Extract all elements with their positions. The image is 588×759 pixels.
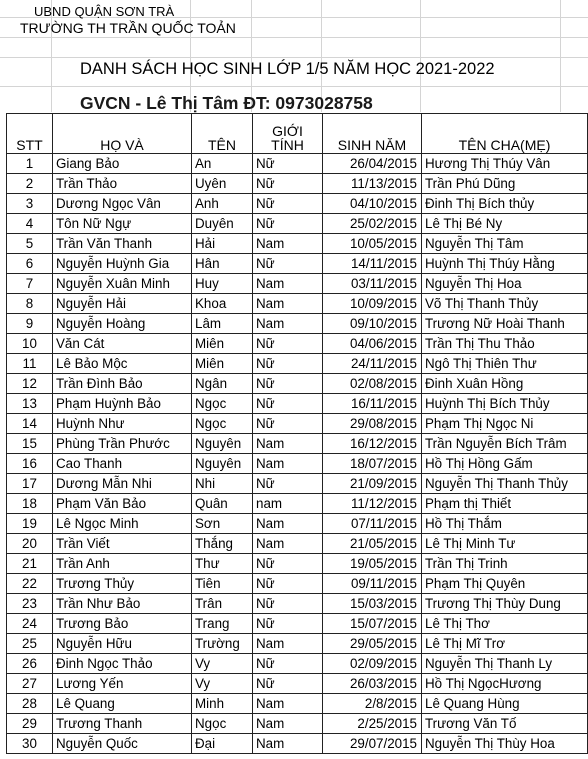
gioi-tinh-cell: Nữ <box>253 654 323 674</box>
ten-cha-me-cell: Ngô Thị Thiên Thư <box>422 354 588 374</box>
ten-cha-me-cell: Hồ Thị Hồng Gấm <box>422 454 588 474</box>
stt-cell: 9 <box>7 314 53 334</box>
gioi-tinh-cell: Nam <box>253 274 323 294</box>
ten-cha-me-cell: Phạm Thị Quyên <box>422 574 588 594</box>
stt-cell: 2 <box>7 174 53 194</box>
gridline <box>0 37 588 38</box>
student-table <box>6 113 588 754</box>
col-header-ten: TÊN <box>192 114 253 154</box>
gioi-tinh-cell: Nữ <box>253 354 323 374</box>
ho-va-cell: Lê Bảo Mộc <box>53 354 192 374</box>
gridline <box>560 0 561 112</box>
table-row <box>7 614 588 634</box>
table-row <box>7 574 588 594</box>
table-row <box>7 474 588 494</box>
gioi-tinh-cell: Nam <box>253 294 323 314</box>
ten-cha-me-cell: Trương Thị Thùy Dung <box>422 594 588 614</box>
table-row <box>7 374 588 394</box>
gioi-tinh-cell: Nữ <box>253 674 323 694</box>
gioi-tinh-cell: Nữ <box>253 154 323 174</box>
stt-cell: 22 <box>7 574 53 594</box>
ho-va-cell: Nguyễn Huỳnh Gia <box>53 254 192 274</box>
ten-cha-me-cell: Trương Nữ Hoài Thanh <box>422 314 588 334</box>
gioi-tinh-cell: Nam <box>253 514 323 534</box>
ten-cha-me-cell: Đinh Thị Bích thủy <box>422 194 588 214</box>
table-row <box>7 434 588 454</box>
gioi-tinh-cell: Nữ <box>253 174 323 194</box>
sinh-nam-cell: 29/05/2015 <box>323 634 422 654</box>
table-row <box>7 334 588 354</box>
sinh-nam-cell: 10/09/2015 <box>323 294 422 314</box>
ho-va-cell: Trần Như Bảo <box>53 594 192 614</box>
ho-va-cell: Phạm Huỳnh Bảo <box>53 394 192 414</box>
ten-cha-me-cell: Nguyễn Thị Tâm <box>422 234 588 254</box>
gridline <box>0 57 588 58</box>
gioi-tinh-cell: Nữ <box>253 394 323 414</box>
table-row <box>7 314 588 334</box>
table-row <box>7 714 588 734</box>
ten-cell: Sơn <box>192 514 253 534</box>
ho-va-cell: Dương Ngọc Vân <box>53 194 192 214</box>
ho-va-cell: Tôn Nữ Ngự <box>53 214 192 234</box>
ten-cha-me-cell: Hồ Thị NgọcHương <box>422 674 588 694</box>
sinh-nam-cell: 21/05/2015 <box>323 534 422 554</box>
gioi-tinh-cell: Nam <box>253 314 323 334</box>
ho-va-cell: Cao Thanh <box>53 454 192 474</box>
ten-cell: Khoa <box>192 294 253 314</box>
stt-cell: 30 <box>7 734 53 754</box>
sinh-nam-cell: 25/02/2015 <box>323 214 422 234</box>
ten-cell: Trân <box>192 594 253 614</box>
ten-cell: Ngọc <box>192 394 253 414</box>
ho-va-cell: Trần Anh <box>53 554 192 574</box>
stt-cell: 8 <box>7 294 53 314</box>
sinh-nam-cell: 04/06/2015 <box>323 334 422 354</box>
ten-cell: Duyên <box>192 214 253 234</box>
col-header-ten-cha-me: TÊN CHA(MẸ) <box>422 114 588 154</box>
ten-cell: Trường <box>192 634 253 654</box>
homeroom-teacher: GVCN - Lê Thị Tâm ĐT: 0973028758 <box>80 93 373 113</box>
ten-cha-me-cell: Huỳnh Thị Thúy Hằng <box>422 254 588 274</box>
gioi-tinh-cell: Nữ <box>253 554 323 574</box>
sinh-nam-cell: 11/13/2015 <box>323 174 422 194</box>
sinh-nam-cell: 26/04/2015 <box>323 154 422 174</box>
sinh-nam-cell: 18/07/2015 <box>323 454 422 474</box>
stt-cell: 3 <box>7 194 53 214</box>
gioi-tinh-cell: Nữ <box>253 194 323 214</box>
sinh-nam-cell: 26/03/2015 <box>323 674 422 694</box>
ho-va-cell: Nguyễn Hải <box>53 294 192 314</box>
ho-va-cell: Trương Bảo <box>53 614 192 634</box>
ho-va-cell: Trần Đình Bảo <box>53 374 192 394</box>
stt-cell: 13 <box>7 394 53 414</box>
table-row <box>7 194 588 214</box>
sinh-nam-cell: 29/08/2015 <box>323 414 422 434</box>
stt-cell: 29 <box>7 714 53 734</box>
ten-cell: Anh <box>192 194 253 214</box>
ho-va-cell: Giang Bảo <box>53 154 192 174</box>
table-row <box>7 254 588 274</box>
stt-cell: 26 <box>7 654 53 674</box>
table-row <box>7 654 588 674</box>
gioi-tinh-cell: Nam <box>253 234 323 254</box>
stt-cell: 23 <box>7 594 53 614</box>
table-row <box>7 454 588 474</box>
sinh-nam-cell: 02/09/2015 <box>323 654 422 674</box>
ho-va-cell: Nguyễn Hoàng <box>53 314 192 334</box>
ten-cha-me-cell: Hồ Thị Thắm <box>422 514 588 534</box>
stt-cell: 21 <box>7 554 53 574</box>
table-row <box>7 214 588 234</box>
gioi-tinh-cell: Nữ <box>253 594 323 614</box>
sinh-nam-cell: 2/25/2015 <box>323 714 422 734</box>
sinh-nam-cell: 16/11/2015 <box>323 394 422 414</box>
ho-va-cell: Trần Thảo <box>53 174 192 194</box>
sinh-nam-cell: 15/03/2015 <box>323 594 422 614</box>
ten-cha-me-cell: Hương Thị Thúy Vân <box>422 154 588 174</box>
col-header-stt: STT <box>7 114 53 154</box>
stt-cell: 12 <box>7 374 53 394</box>
stt-cell: 5 <box>7 234 53 254</box>
ho-va-cell: Nguyễn Quốc <box>53 734 192 754</box>
table-row <box>7 634 588 654</box>
ten-cell: Miên <box>192 334 253 354</box>
ten-cha-me-cell: Lê Thị Mĩ Trơ <box>422 634 588 654</box>
sinh-nam-cell: 2/8/2015 <box>323 694 422 714</box>
ho-va-cell: Nguyễn Hữu <box>53 634 192 654</box>
ten-cha-me-cell: Nguyễn Thị Thanh Ly <box>422 654 588 674</box>
sinh-nam-cell: 10/05/2015 <box>323 234 422 254</box>
ten-cell: Miên <box>192 354 253 374</box>
ten-cell: Trang <box>192 614 253 634</box>
gridline <box>420 0 421 112</box>
table-header-row <box>7 114 588 154</box>
ho-va-cell: Phùng Trần Phước <box>53 434 192 454</box>
sinh-nam-cell: 07/11/2015 <box>323 514 422 534</box>
table-row <box>7 594 588 614</box>
ten-cell: Vy <box>192 674 253 694</box>
stt-cell: 24 <box>7 614 53 634</box>
stt-cell: 14 <box>7 414 53 434</box>
ho-va-cell: Dương Mẫn Nhi <box>53 474 192 494</box>
stt-cell: 28 <box>7 694 53 714</box>
ten-cha-me-cell: Phạm Thị Ngọc Ni <box>422 414 588 434</box>
sinh-nam-cell: 04/10/2015 <box>323 194 422 214</box>
gridline <box>0 86 588 87</box>
stt-cell: 15 <box>7 434 53 454</box>
table-row <box>7 694 588 714</box>
sinh-nam-cell: 15/07/2015 <box>323 614 422 634</box>
ten-cha-me-cell: Lê Thị Thơ <box>422 614 588 634</box>
ho-va-cell: Văn Cát <box>53 334 192 354</box>
gioi-tinh-cell: Nam <box>253 454 323 474</box>
col-header-gioi-tinh-line2: TÍNH <box>271 137 304 153</box>
gioi-tinh-cell: Nữ <box>253 374 323 394</box>
gioi-tinh-cell: Nữ <box>253 574 323 594</box>
ten-cha-me-cell: Lê Thị Minh Tư <box>422 534 588 554</box>
gioi-tinh-cell: Nữ <box>253 334 323 354</box>
ten-cha-me-cell: Trần Thị Trinh <box>422 554 588 574</box>
ten-cha-me-cell: Nguyễn Thị Hoa <box>422 274 588 294</box>
school-name: TRƯỜNG TH TRẦN QUỐC TOẢN <box>20 20 236 36</box>
ten-cha-me-cell: Nguyễn Thị Thùy Hoa <box>422 734 588 754</box>
ten-cell: Vy <box>192 654 253 674</box>
ten-cell: An <box>192 154 253 174</box>
ten-cha-me-cell: Trần Thị Thu Thảo <box>422 334 588 354</box>
sinh-nam-cell: 02/08/2015 <box>323 374 422 394</box>
ten-cell: Thắng <box>192 534 253 554</box>
sinh-nam-cell: 24/11/2015 <box>323 354 422 374</box>
ten-cha-me-cell: Lê Thị Bé Ny <box>422 214 588 234</box>
ho-va-cell: Đinh Ngọc Thảo <box>53 654 192 674</box>
table-row <box>7 514 588 534</box>
ho-va-cell: Trương Thanh <box>53 714 192 734</box>
table-row <box>7 154 588 174</box>
sinh-nam-cell: 11/12/2015 <box>323 494 422 514</box>
ho-va-cell: Trần Viết <box>53 534 192 554</box>
ten-cha-me-cell: Phạm thị Thiết <box>422 494 588 514</box>
ten-cha-me-cell: Võ Thị Thanh Thủy <box>422 294 588 314</box>
stt-cell: 10 <box>7 334 53 354</box>
table-row <box>7 274 588 294</box>
table-row <box>7 294 588 314</box>
col-header-sinh-nam: SINH NĂM <box>323 114 422 154</box>
sinh-nam-cell: 03/11/2015 <box>323 274 422 294</box>
ten-cell: Nguyên <box>192 454 253 474</box>
ten-cell: Thư <box>192 554 253 574</box>
stt-cell: 1 <box>7 154 53 174</box>
col-header-ho-va: HỌ VÀ <box>53 114 192 154</box>
ten-cell: Hân <box>192 254 253 274</box>
document-title: DANH SÁCH HỌC SINH LỚP 1/5 NĂM HỌC 2021-2022 <box>80 60 495 78</box>
gioi-tinh-cell: Nam <box>253 734 323 754</box>
col-header-gioi-tinh-line1: GIỚI <box>272 123 303 139</box>
ho-va-cell: Nguyễn Xuân Minh <box>53 274 192 294</box>
stt-cell: 7 <box>7 274 53 294</box>
gioi-tinh-cell: Nữ <box>253 474 323 494</box>
table-row <box>7 674 588 694</box>
ten-cell: Tiên <box>192 574 253 594</box>
ten-cell: Hải <box>192 234 253 254</box>
sinh-nam-cell: 14/11/2015 <box>323 254 422 274</box>
gioi-tinh-cell: Nam <box>253 694 323 714</box>
gioi-tinh-cell: nam <box>253 494 323 514</box>
ten-cell: Uyên <box>192 174 253 194</box>
ten-cell: Huy <box>192 274 253 294</box>
sinh-nam-cell: 16/12/2015 <box>323 434 422 454</box>
ten-cha-me-cell: Huỳnh Thị Bích Thủy <box>422 394 588 414</box>
stt-cell: 20 <box>7 534 53 554</box>
stt-cell: 16 <box>7 454 53 474</box>
ho-va-cell: Lê Ngọc Minh <box>53 514 192 534</box>
stt-cell: 17 <box>7 474 53 494</box>
col-header-gioi-tinh <box>253 114 323 154</box>
gioi-tinh-cell: Nam <box>253 434 323 454</box>
gioi-tinh-cell: Nam <box>253 534 323 554</box>
table-row <box>7 394 588 414</box>
ten-cell: Ngân <box>192 374 253 394</box>
ten-cell: Nguyên <box>192 434 253 454</box>
ten-cha-me-cell: Trương Văn Tố <box>422 714 588 734</box>
stt-cell: 11 <box>7 354 53 374</box>
table-row <box>7 174 588 194</box>
gioi-tinh-cell: Nữ <box>253 614 323 634</box>
ho-va-cell: Huỳnh Như <box>53 414 192 434</box>
ten-cha-me-cell: Trần Phú Dũng <box>422 174 588 194</box>
gioi-tinh-cell: Nam <box>253 714 323 734</box>
stt-cell: 19 <box>7 514 53 534</box>
ten-cha-me-cell: Trần Nguyễn Bích Trâm <box>422 434 588 454</box>
stt-cell: 27 <box>7 674 53 694</box>
table-row <box>7 414 588 434</box>
ten-cell: Đại <box>192 734 253 754</box>
gioi-tinh-cell: Nữ <box>253 414 323 434</box>
sinh-nam-cell: 19/05/2015 <box>323 554 422 574</box>
gioi-tinh-cell: Nữ <box>253 254 323 274</box>
table-row <box>7 494 588 514</box>
table-row <box>7 734 588 754</box>
ho-va-cell: Trần Văn Thanh <box>53 234 192 254</box>
table-row <box>7 234 588 254</box>
ho-va-cell: Lương Yến <box>53 674 192 694</box>
table-row <box>7 534 588 554</box>
ten-cell: Ngọc <box>192 714 253 734</box>
stt-cell: 4 <box>7 214 53 234</box>
org-name: UBND QUẬN SƠN TRÀ <box>34 4 175 19</box>
ho-va-cell: Phạm Văn Bảo <box>53 494 192 514</box>
table-row <box>7 354 588 374</box>
ten-cell: Nhi <box>192 474 253 494</box>
ho-va-cell: Trương Thủy <box>53 574 192 594</box>
sinh-nam-cell: 21/09/2015 <box>323 474 422 494</box>
ten-cell: Lâm <box>192 314 253 334</box>
sinh-nam-cell: 09/10/2015 <box>323 314 422 334</box>
ten-cell: Minh <box>192 694 253 714</box>
sinh-nam-cell: 29/07/2015 <box>323 734 422 754</box>
ten-cha-me-cell: Nguyễn Thị Thanh Thủy <box>422 474 588 494</box>
ten-cell: Ngọc <box>192 414 253 434</box>
ten-cha-me-cell: Lê Quang Hùng <box>422 694 588 714</box>
ten-cell: Quân <box>192 494 253 514</box>
ten-cha-me-cell: Đinh Xuân Hồng <box>422 374 588 394</box>
stt-cell: 25 <box>7 634 53 654</box>
gioi-tinh-cell: Nam <box>253 634 323 654</box>
ho-va-cell: Lê Quang <box>53 694 192 714</box>
gioi-tinh-cell: Nữ <box>253 214 323 234</box>
sinh-nam-cell: 09/11/2015 <box>323 574 422 594</box>
stt-cell: 6 <box>7 254 53 274</box>
stt-cell: 18 <box>7 494 53 514</box>
table-row <box>7 554 588 574</box>
